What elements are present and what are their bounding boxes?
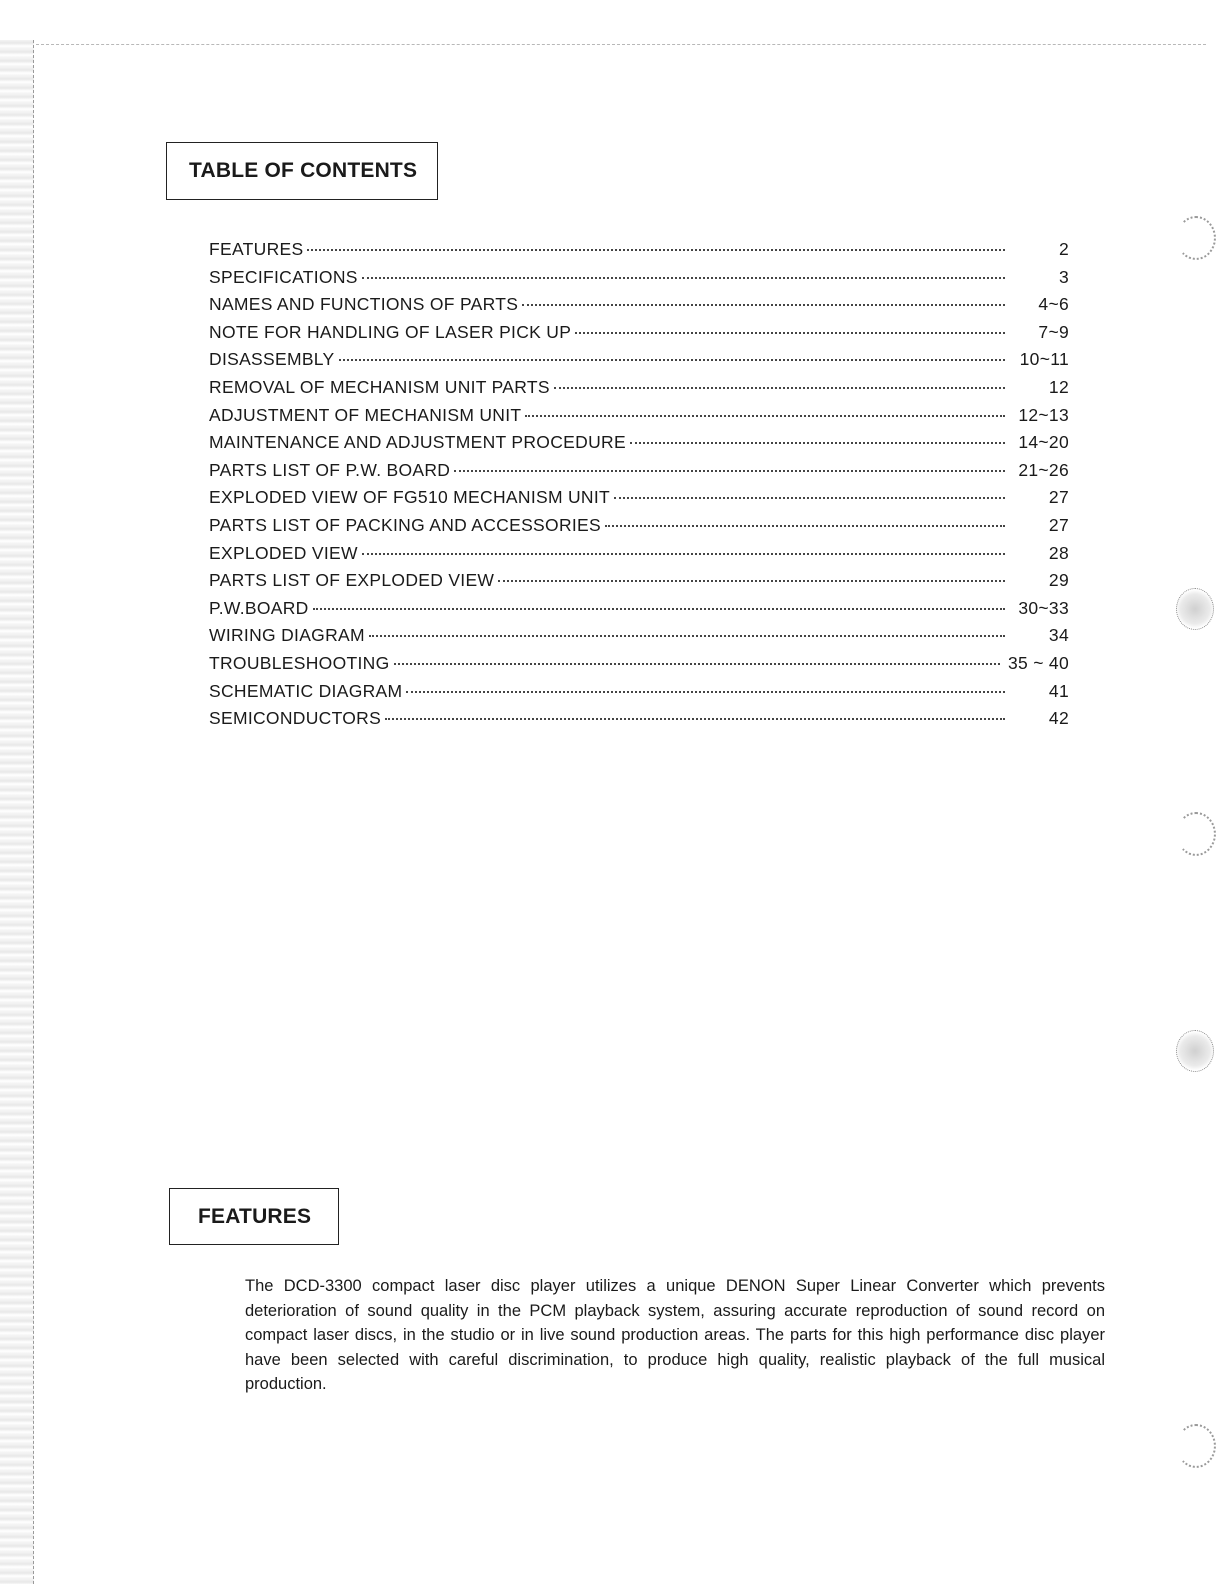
toc-entry-title: PARTS LIST OF PACKING AND ACCESSORIES bbox=[209, 514, 601, 535]
toc-heading: TABLE OF CONTENTS bbox=[166, 142, 438, 200]
dot-leader bbox=[394, 663, 1001, 665]
punch-hole bbox=[1176, 216, 1216, 260]
toc-entry[interactable] bbox=[209, 377, 1069, 405]
dot-leader bbox=[307, 249, 1005, 251]
toc-entry-title: PARTS LIST OF P.W. BOARD bbox=[209, 459, 451, 480]
toc-entry-page: 41 bbox=[1048, 680, 1069, 701]
toc-entry-page: 21~26 bbox=[1018, 459, 1069, 480]
toc-entry[interactable] bbox=[209, 322, 1069, 350]
features-paragraph: The DCD-3300 compact laser disc player utilizes a unique DENON Super Linear Converter which prevents deterioration of sound quality in the PCM playback system, assuring accurate reproduction of sound record on compact laser discs, in the studio or in live sound production areas. The parts for this high performance disc player have been selected with careful discrimination, to produce high quality, realistic playback of the full musical production. bbox=[245, 1277, 1105, 1393]
dot-leader bbox=[369, 635, 1005, 637]
punch-hole bbox=[1176, 1030, 1214, 1072]
dot-leader bbox=[339, 359, 1005, 361]
toc-entry-title: EXPLODED VIEW bbox=[209, 542, 358, 563]
dot-leader bbox=[385, 718, 1005, 720]
toc-entry[interactable] bbox=[209, 267, 1069, 295]
toc-entry[interactable] bbox=[209, 598, 1069, 626]
toc-entry-page: 27 bbox=[1048, 487, 1069, 508]
features-heading: FEATURES bbox=[169, 1188, 339, 1245]
toc-entry-page: 10~11 bbox=[1019, 349, 1069, 370]
toc-entry[interactable] bbox=[209, 653, 1069, 681]
toc-entry-title: PARTS LIST OF EXPLODED VIEW bbox=[209, 570, 495, 591]
toc-entry[interactable] bbox=[209, 405, 1069, 433]
toc-entry-page: 4~6 bbox=[1038, 294, 1069, 315]
toc-entry[interactable] bbox=[209, 570, 1069, 598]
toc-entry-title: DISASSEMBLY bbox=[209, 349, 335, 370]
toc-entry[interactable] bbox=[209, 294, 1069, 322]
dot-leader bbox=[614, 497, 1005, 499]
toc-entry-title: EXPLODED VIEW OF FG510 MECHANISM UNIT bbox=[209, 487, 611, 508]
toc-entry-title: NAMES AND FUNCTIONS OF PARTS bbox=[209, 294, 519, 315]
dot-leader bbox=[498, 580, 1005, 582]
toc-entry-page: 42 bbox=[1048, 708, 1069, 729]
toc-entry-title: FEATURES bbox=[209, 239, 304, 259]
toc-entry[interactable] bbox=[209, 349, 1069, 377]
dot-leader bbox=[454, 470, 1005, 472]
scan-edge-shading bbox=[0, 40, 34, 1584]
toc-entry[interactable] bbox=[209, 708, 1069, 736]
dot-leader bbox=[605, 525, 1005, 527]
dot-leader bbox=[406, 691, 1005, 693]
toc-entry[interactable] bbox=[209, 681, 1069, 709]
punch-hole bbox=[1176, 1424, 1216, 1468]
toc-entry-title: NOTE FOR HANDLING OF LASER PICK UP bbox=[209, 321, 572, 342]
toc-entry-title: ADJUSTMENT OF MECHANISM UNIT bbox=[209, 404, 522, 425]
toc-entry[interactable] bbox=[209, 487, 1069, 515]
dot-leader bbox=[313, 608, 1005, 610]
toc-entry[interactable] bbox=[209, 239, 1069, 267]
toc-entry-page: 12~13 bbox=[1018, 404, 1069, 425]
dot-leader bbox=[575, 332, 1005, 334]
toc-entry-page: 29 bbox=[1048, 570, 1069, 591]
toc-entry[interactable] bbox=[209, 543, 1069, 571]
toc-entry-title: REMOVAL OF MECHANISM UNIT PARTS bbox=[209, 376, 550, 397]
toc-entry-page: 12 bbox=[1048, 376, 1069, 397]
toc-entry[interactable] bbox=[209, 515, 1069, 543]
toc-entry-page: 30~33 bbox=[1018, 597, 1069, 618]
toc-entry[interactable] bbox=[209, 625, 1069, 653]
dot-leader bbox=[522, 304, 1005, 306]
toc-entry-title: P.W.BOARD bbox=[209, 597, 309, 618]
toc-entry[interactable] bbox=[209, 460, 1069, 488]
toc-entry-title: WIRING DIAGRAM bbox=[209, 625, 365, 646]
toc-entry-page: 34 bbox=[1048, 625, 1069, 646]
toc-entry-title: SCHEMATIC DIAGRAM bbox=[209, 680, 403, 701]
toc-entry-page: 2 bbox=[1058, 239, 1069, 259]
punch-hole bbox=[1176, 812, 1216, 856]
toc-entry-title: SPECIFICATIONS bbox=[209, 266, 358, 287]
dot-leader bbox=[630, 442, 1005, 444]
scan-top-rule bbox=[36, 44, 1206, 45]
toc-entry-title: TROUBLESHOOTING bbox=[209, 652, 390, 673]
punch-hole bbox=[1176, 588, 1214, 630]
scan-edge-line bbox=[33, 40, 34, 1584]
toc-list bbox=[209, 239, 1069, 736]
dot-leader bbox=[362, 277, 1005, 279]
dot-leader bbox=[525, 415, 1005, 417]
toc-entry-page: 7~9 bbox=[1038, 321, 1069, 342]
toc-entry-page: 3 bbox=[1058, 266, 1069, 287]
dot-leader bbox=[554, 387, 1005, 389]
toc-entry-title: SEMICONDUCTORS bbox=[209, 708, 382, 729]
toc-entry-page: 27 bbox=[1048, 514, 1069, 535]
toc-entry-page: 14~20 bbox=[1018, 432, 1069, 453]
toc-entry-title: MAINTENANCE AND ADJUSTMENT PROCEDURE bbox=[209, 432, 626, 453]
toc-entry[interactable] bbox=[209, 432, 1069, 460]
toc-entry-page: 35 ~ 40 bbox=[1008, 652, 1069, 673]
dot-leader bbox=[362, 553, 1005, 555]
toc-entry-page: 28 bbox=[1048, 542, 1069, 563]
